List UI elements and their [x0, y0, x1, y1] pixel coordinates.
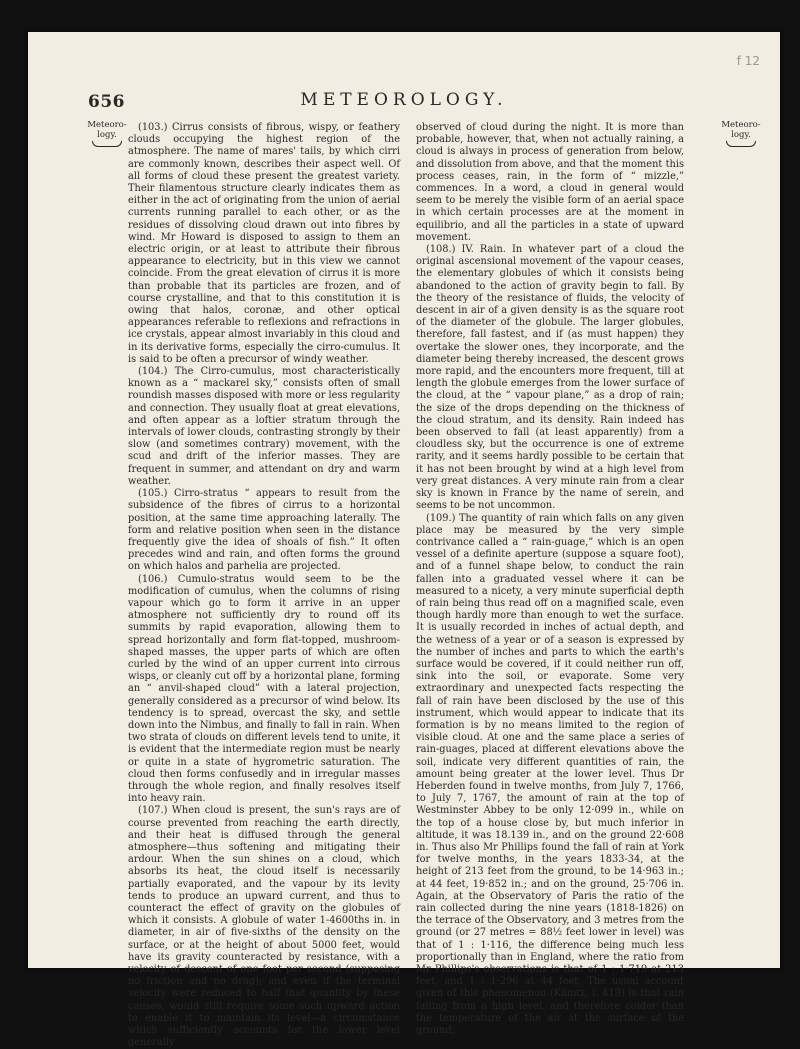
margin-note-left — [86, 120, 128, 147]
paragraph-109: (109.) The quantity of rain which falls on any given place may be measured by the very simple contrivance called a “ rain-guage,” which is an open vessel of a definite aperture (suppose a square foot), and of a funnel shape below, to conduct the rain fallen into a graduated vessel where it can be measured to a nicety, a very minute superficial depth of rain being thus read off on a magnified scale, even though hardly more than enough to wet the surface. It is usually recorded in inches of actual depth, and the wetness of a year or of a season is expressed by the number of inches and parts to which the earth's surface would be covered, if it could neither run off, sink into the soil, or evaporate. Some very extraordinary and unexpected facts respecting the fall of rain have been disclosed by the use of this instrument, which would appear to indicate that its formation is by no means limited to the region of visible cloud. At one and the same place a series of rain-guages, placed at different elevations above the soil, indicate very different quantities of rain, the amount being greater at the lower level. Thus Dr Heberden found in twelve months, from July 7, 1766, to July 7, 1767, the amount of rain at the top of Westminster Abbey to be only 12·099 in., while on the top of a house close by, but much inferior in altitude, it was 18.139 in., and on the ground 22·608 in. Thus also Mr Phillips found the fall of rain at York for twelve months, in the years 1833-34, at the height of 213 feet from the ground, to be 14·963 in.; at 44 feet, 19·852 in.; and on the ground, 25·706 in. Again, at the Observatory of Paris the ratio of the rain collected during the nine years (1818-1826) on the terrace of the Observatory, and 3 metres from the ground (or 27 metres = 88½ feet lower in level) was that of 1 : 1·116, the difference being much less proportionally than in England, where the ratio from Mr Phillips's observations is that of 1 : 1·719 at 213 feet, and 1 : 1·296 at 44 feet. The usual account given of this phenomenon (Kämtz, i. 419) is that rain falling from a high level, and therefore colder than the temperature of the air at the surface of the ground, — [416, 512, 684, 1037]
margin-note-right-text: Meteoro- logy. — [721, 120, 761, 140]
right-column — [416, 122, 684, 1037]
margin-note-right — [720, 120, 762, 147]
paragraph-105: (105.) Cirro-stratus “ appears to result from the subsidence of the fibres of cirrus to a horizontal position, at the same time approaching laterally. The form and relative position when seen in the distance frequently give the idea of shoals of fish.” It often precedes wind and rain, and often forms the ground on which halos and parhelia are projected. — [128, 488, 400, 573]
paragraph-106: (106.) Cumulo-stratus would seem to be the modification of cumulus, when the columns of rising vapour which go to form it arrive in an upper atmosphere not sufficiently dry to round off its summits by rapid evaporation, allowing them to spread horizontally and form flat-topped, mushroom-shaped masses, the upper parts of which are often curled by the wind of an upper current into cirrous wisps, or cleanly cut off by a horizontal plane, forming an “ anvil-shaped cloud” with a lateral projection, generally considered as a precursor of wind below. Its tendency is to spread, overcast the sky, and settle down into the Nimbus, and finally to fall in rain. When two strata of clouds on different levels tend to unite, it is evident that the intermediate region must be nearly or quite in a state of hygrometric saturation. The cloud then forms confusedly and in irregular masses through the whole region, and finally resolves itself into heavy rain. — [128, 573, 400, 805]
margin-note-left-text: Meteoro- logy. — [87, 120, 127, 140]
pencil-annotation: f 12 — [736, 54, 760, 68]
paragraph-103: (103.) Cirrus consists of fibrous, wispy, or feathery clouds occupying the highest region of the atmosphere. The name of mares' tails, by which cirri are commonly known, describes their aspect well. Of all forms of cloud these present the greatest variety. Their filamentous structure clearly indicates them as either in the act of originating from the union of aerial currents running parallel to each other, or as the residues of dissolving cloud drawn out into fibres by wind. Mr Howard is disposed to assign to them an electric origin, or at least to attribute their fibrous appearance to electricity, but in this view we cannot coincide. From the great elevation of cirrus it is more than probable that its particles are frozen, and of course crystalline, and that to this constitution it is owing that halos, coronæ, and other optical appearances referable to reflexions and refractions in ice crystals, appear almost invariably in this cloud and in its derivative forms, especially the cirro-cumulus. It is said to be often a precursor of windy weather. — [128, 122, 400, 365]
page-number: 656 — [88, 92, 125, 112]
left-column — [128, 122, 400, 1049]
paragraph-107-continued: observed of cloud during the night. It is more than probable, however, that, when not actually raining, a cloud is always in process of generation from below, and dissolution from above, and that the moment this process ceases, rain, in the form of “ mizzle,” commences. In a word, a cloud in general would seem to be merely the visible form of an aerial space in which certain processes are at the moment in equilibrio, and all the particles in a state of upward movement. — [416, 122, 684, 243]
running-title: METEOROLOGY. — [300, 90, 508, 110]
paragraph-108: (108.) IV. Rain. In whatever part of a cloud the original ascensional movement of the vapour ceases, the elementary globules of which it consists being abandoned to the action of gravity begin to fall. By the theory of the resistance of fluids, the velocity of descent in air of a given density is as the square root of the diameter of the globule. The larger globules, therefore, fall fastest, and if (as must happen) they overtake the slower ones, they incorporate, and the diameter being thereby increased, the descent grows more rapid, and the encounters more frequent, till at length the globule emerges from the lower surface of the cloud, at the “ vapour plane,” as a drop of rain; the size of the drops depending on the thickness of the cloud stratum, and its density. Rain indeed has been observed to fall (at least apparently) from a cloudless sky, but the occurrence is one of extreme rarity, and it seems hardly possible to be certain that it has not been brought by wind at a high level from very great distances. A very minute rain from a clear sky is known in France by the name of serein, and seems to be not uncommon. — [416, 244, 684, 512]
book-page — [28, 32, 780, 1049]
brace-icon — [726, 141, 756, 147]
paragraph-107: (107.) When cloud is present, the sun's rays are of course prevented from reaching the earth directly, and their heat is diffused through the general atmosphere—thus softening and mitigating their ardour. When the sun shines on a cloud, which absorbs its heat, the cloud itself is necessarily partially evaporated, and the vapour by its levity tends to produce an upward current, and thus to counteract the effect of gravity on the globules of which it consists. A globule of water 1-4600ths in. in diameter, in air of five-sixths of the density on the surface, or at the height of about 5000 feet, would have its gravity counteracted by resistance, with a velocity of descent of one foot per second (supposing no friction and no drag); and even if the terminal velocity were reduced to half that quantity by these causes, would still require some such upward action to enable it to maintain its level—a circumstance which sufficiently accounts for the lower level generally — [128, 805, 400, 1049]
brace-icon — [92, 141, 122, 147]
paragraph-104: (104.) The Cirro-cumulus, most characteristically known as a “ mackarel sky,” consists often of small roundish masses disposed with more or less regularity and connection. They usually float at great elevations, and often appear as a loftier stratum through the intervals of lower clouds, contrasting strongly by their slow (and sometimes contrary) movement, with the scud and drift of the inferior masses. They are frequent in summer, and attendant on dry and warm weather. — [128, 366, 400, 487]
